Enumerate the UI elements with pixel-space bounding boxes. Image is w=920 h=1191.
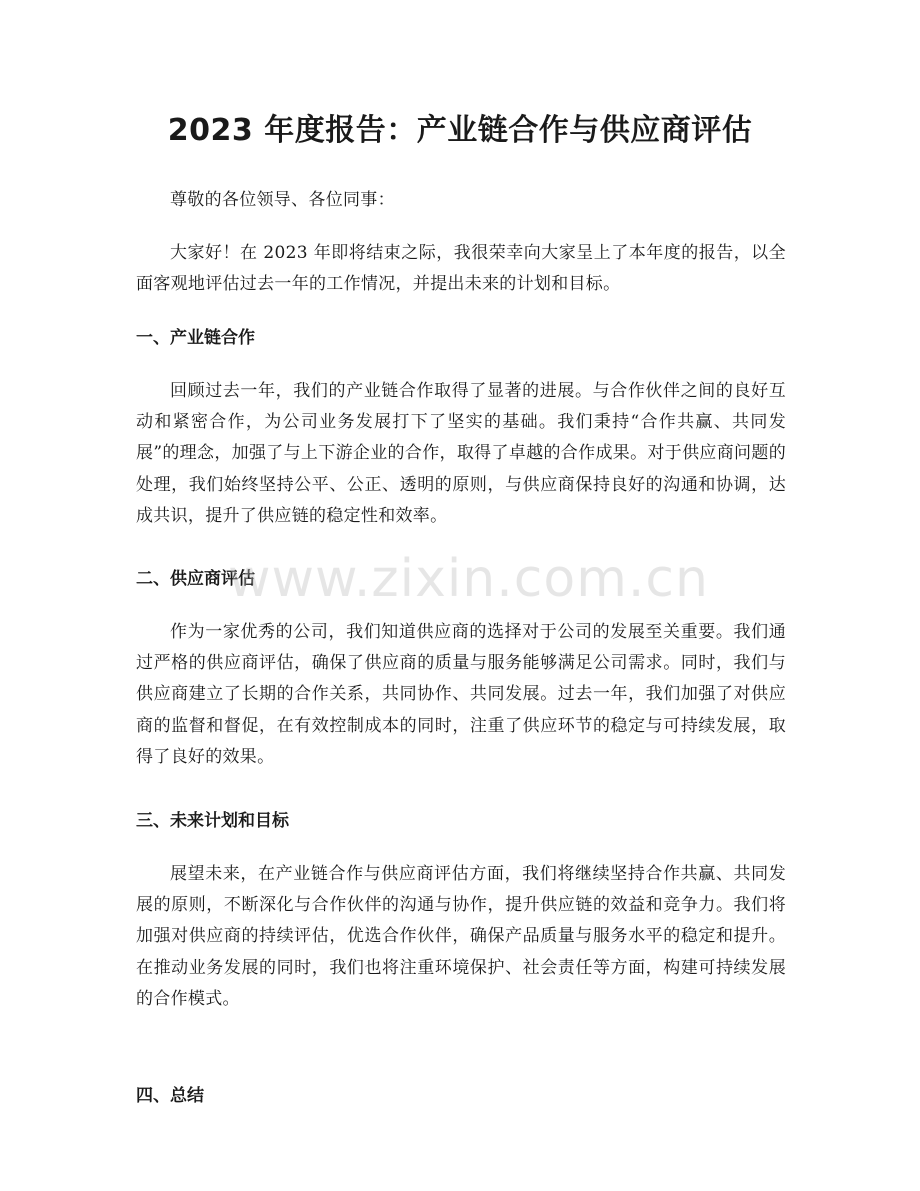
section-heading-industry-chain: 一、产业链合作 (136, 328, 255, 348)
document-title: 2023 年度报告：产业链合作与供应商评估 (167, 113, 753, 148)
section-heading-future-plans: 三、未来计划和目标 (136, 811, 289, 831)
greeting-paragraph: 尊敬的各位领导、各位同事： (170, 190, 395, 210)
section-body-future-plans: 展望未来，在产业链合作与供应商评估方面，我们将继续坚持合作共赢、共同发展的原则，不断深化与合作伙伴的沟通与协作，提升供应链的效益和竞争力。我们将加强对供应商的持续评估，优选合作伙伴，确保产品质量与服务水平的稳定和提升。在推动业务发展的同时，我们也将注重环境保护、社会责任等方面，构建可持续发展的合作模式。 (136, 864, 786, 1009)
intro-paragraph: 大家好！在 2023 年即将结束之际，我很荣幸向大家呈上了本年度的报告，以全面客观地评估过去一年的工作情况，并提出未来的计划和目标。 (136, 243, 786, 295)
section-heading-summary: 四、总结 (136, 1086, 204, 1106)
section-heading-supplier-evaluation: 二、供应商评估 (136, 569, 255, 589)
watermark: www.zixin.com.cn (228, 549, 709, 609)
section-body-supplier-evaluation: 作为一家优秀的公司，我们知道供应商的选择对于公司的发展至关重要。我们通过严格的供应商评估，确保了供应商的质量与服务能够满足公司需求。同时，我们与供应商建立了长期的合作关系，共同协作、共同发展。过去一年，我们加强了对供应商的监督和督促，在有效控制成本的同时，注重了供应环节的稳定与可持续发展，取得了良好的效果。 (136, 622, 786, 767)
section-body-industry-chain: 回顾过去一年，我们的产业链合作取得了显著的进展。与合作伙伴之间的良好互动和紧密合作，为公司业务发展打下了坚实的基础。我们秉持“合作共赢、共同发展”的理念，加强了与上下游企业的合作，取得了卓越的合作成果。对于供应商问题的处理，我们始终坚持公平、公正、透明的原则，与供应商保持良好的沟通和协调，达成共识，提升了供应链的稳定性和效率。 (136, 381, 786, 526)
